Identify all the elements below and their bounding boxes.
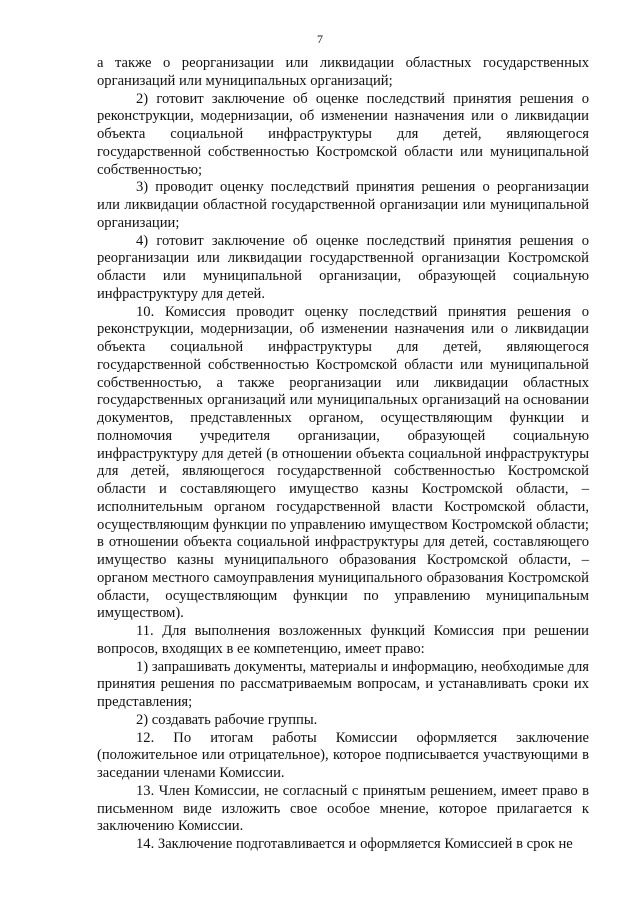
paragraph: 2) создавать рабочие группы. [136, 711, 318, 728]
paragraph: 11. Для выполнения возложенных функций Комиссия при решении вопросов, входящих в ее компетенцию, имеет право: [97, 623, 589, 657]
paragraph: 2) готовит заключение об оценке последствий принятия решения о реконструкции, модернизации, об изменении назначения или о ликвидации объекта социальной инфраструктуры для детей, являющегося государственной собственностью Костромской области или муниципальной собственностью; [97, 90, 589, 178]
paragraph: 12. По итогам работы Комиссии оформляется заключение (положительное или отрицательное), которое подписывается участвующими в заседании членами Комиссии. [97, 729, 589, 781]
paragraph: 10. Комиссия проводит оценку последствий принятия решения о реконструкции, модернизации, об изменении назначения или о ликвидации объекта социальной инфраструктуры для детей, являющегося государственной собственностью Костромской области или муниципальной собственностью, а также реорганизации или ликвидации областных государственных организаций или муниципальных организаций на основании документов, представленных органом, осуществляющим функции и полномочия учредителя организации, образующей социальную инфраструктуру для детей (в отношении объекта социальной инфраструктуры для детей, являющегося государственной собственностью Костромской области и составляющего имущество казны Костромской области, – исполнительным органом государственной власти Костромской области, осуществляющим функции по управлению имуществом Костромской области; в отношении объекта социальной инфраструктуры для детей, составляющего имущество казны муниципального образования Костромской области, – органом местного самоуправления муниципального образования Костромской области, осуществляющим функции по управлению муниципальным имуществом). [97, 303, 589, 622]
paragraph: а также о реорганизации или ликвидации областных государственных организаций или муниципальных организаций; [97, 55, 589, 89]
paragraph: 3) проводит оценку последствий принятия решения о реорганизации или ликвидации областной государственной организации или муниципальной организации; [97, 179, 589, 231]
paragraph: 13. Член Комиссии, не согласный с принятым решением, имеет право в письменном виде изложить свое особое мнение, которое прилагается к заключению Комиссии. [97, 782, 589, 835]
paragraph: 1) запрашивать документы, материалы и информацию, необходимые для принятия решения по рассматриваемым вопросам, и устанавливать сроки их представления; [97, 658, 589, 710]
page-number: 7 [317, 32, 323, 46]
paragraph: 4) готовит заключение об оценке последствий принятия решения о реорганизации или ликвидации государственной организации Костромской области или муниципальной организации, образующей социальную инфраструктуру для детей. [97, 232, 589, 302]
paragraph: 14. Заключение подготавливается и оформляется Комиссией в срок не [136, 836, 573, 852]
document-body [97, 55, 589, 854]
